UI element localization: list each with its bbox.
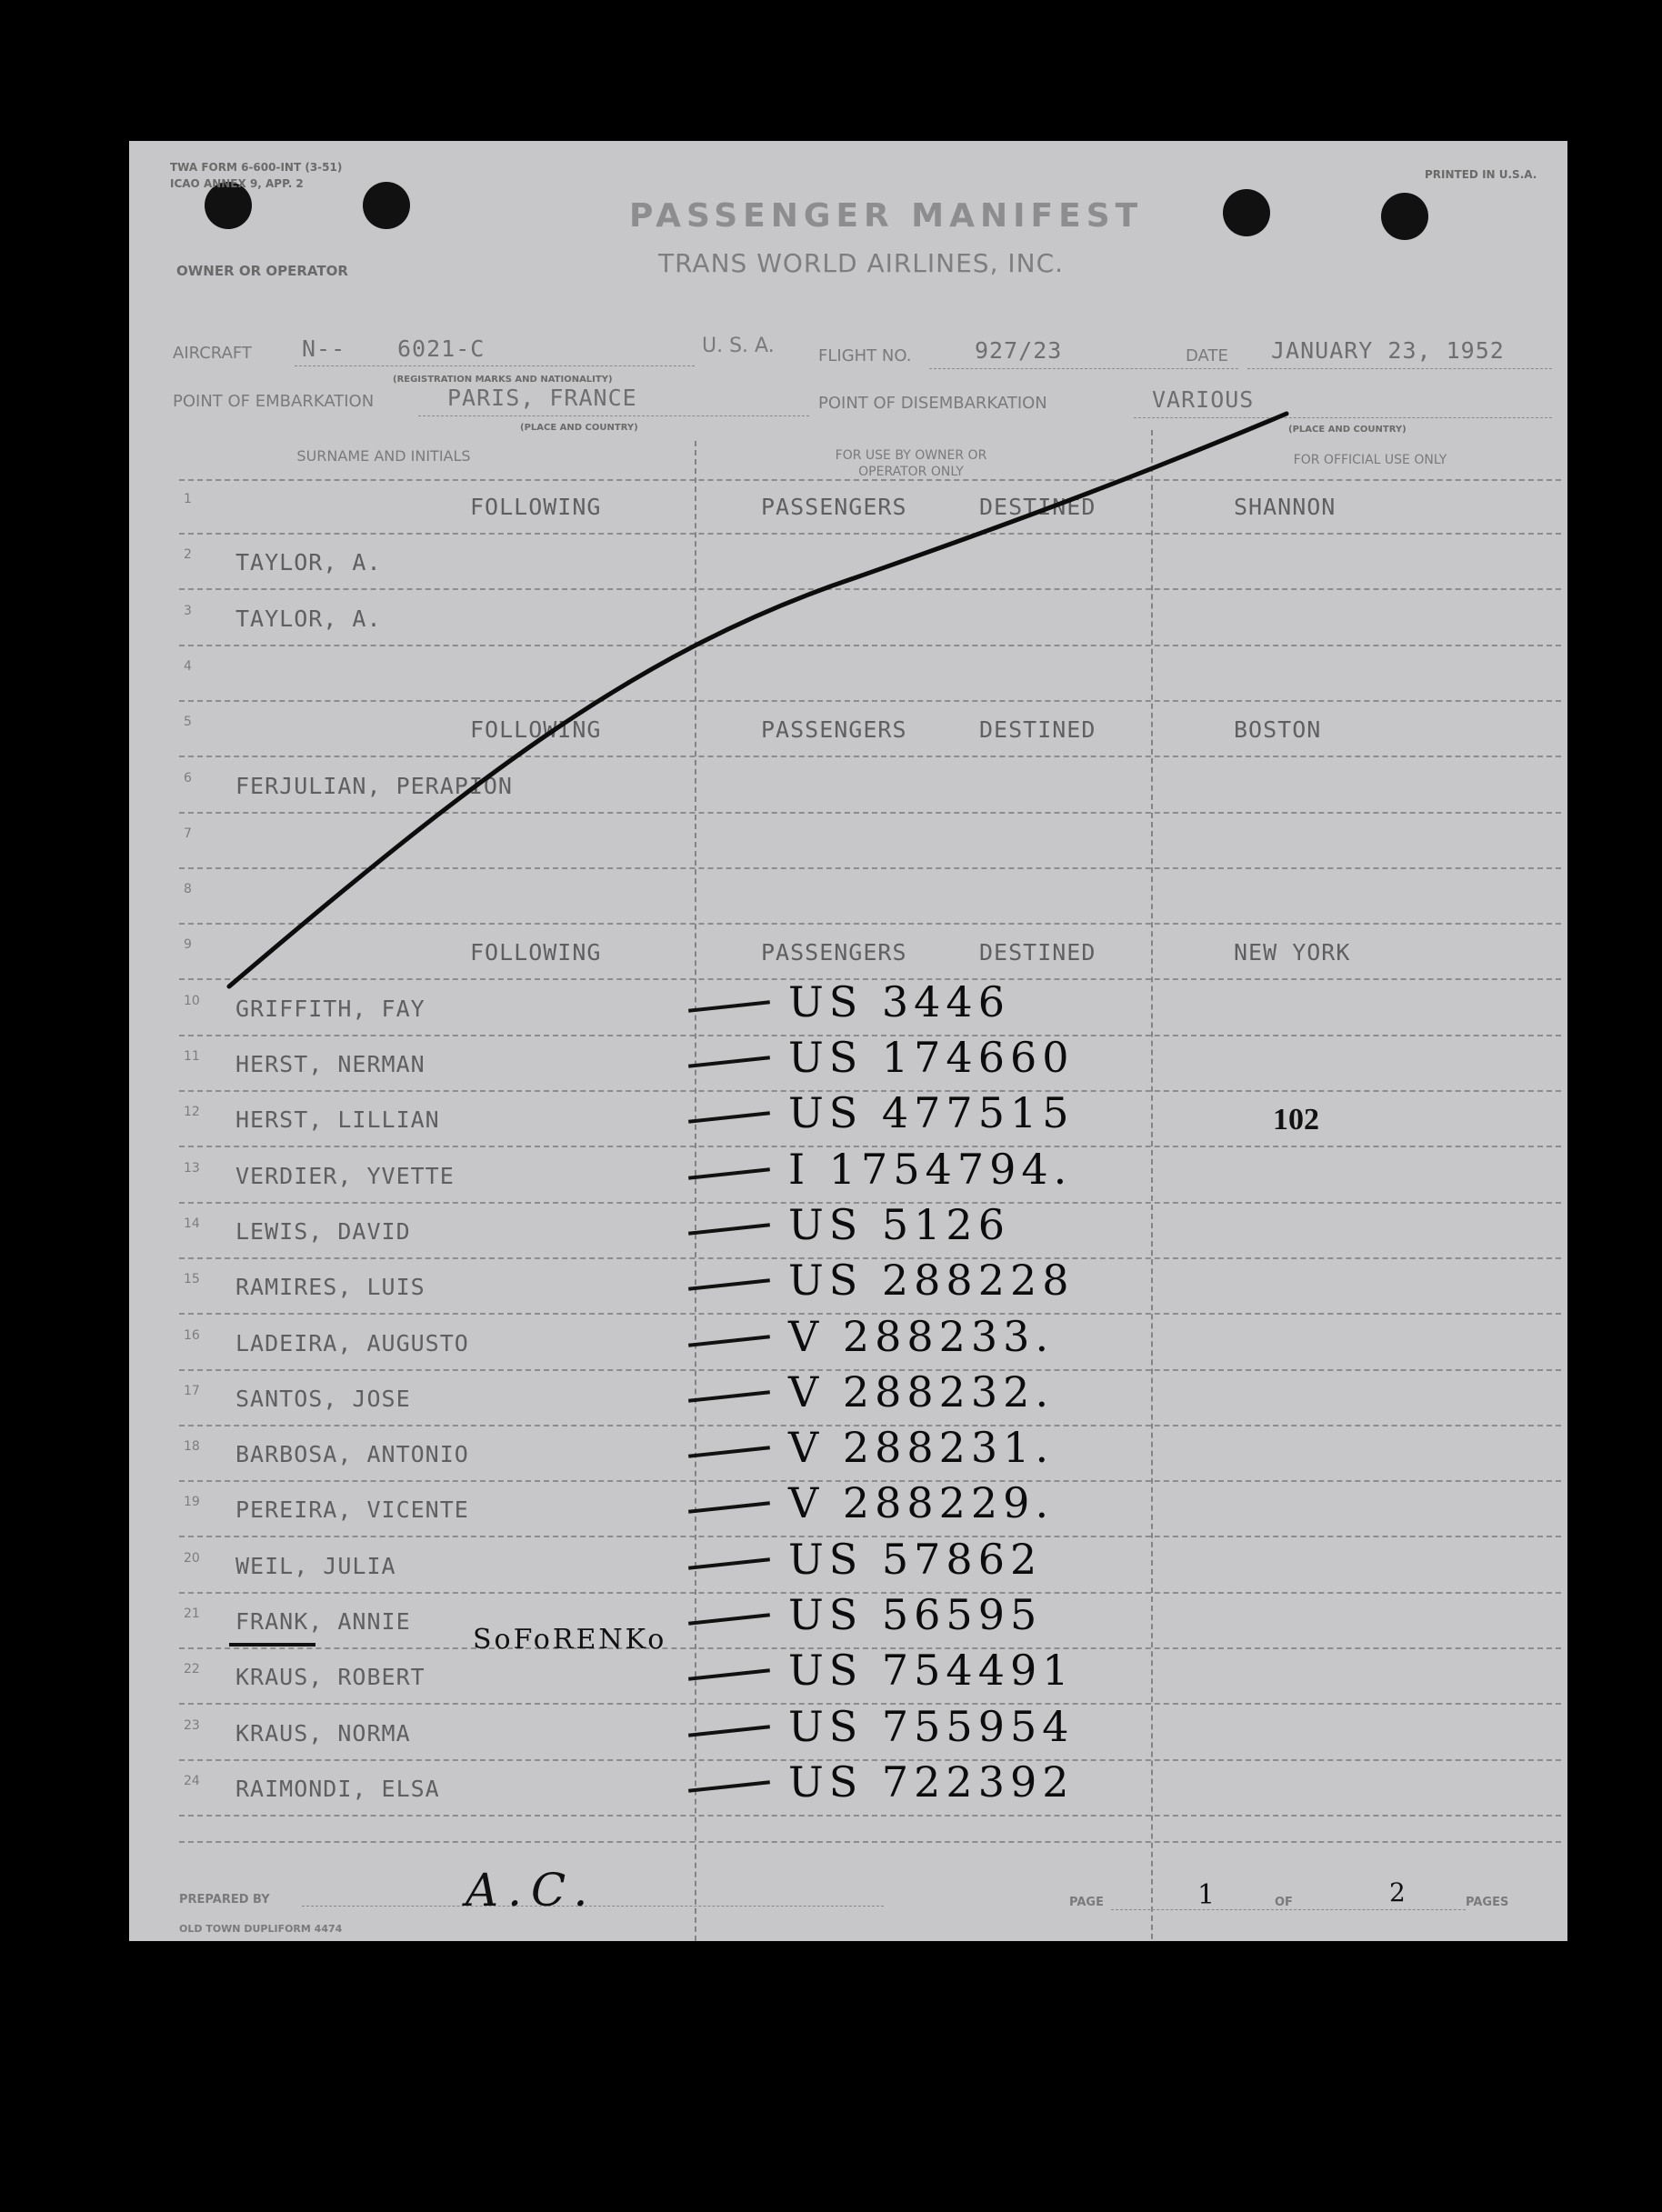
registration-note: (REGISTRATION MARKS AND NATIONALITY) — [393, 375, 613, 385]
passport-number: US 754491 — [788, 1646, 1075, 1696]
passenger-name: TAYLOR, A. — [235, 549, 382, 576]
form-number: TWA FORM 6-600-INT (3-51) — [170, 161, 343, 174]
row-number: 9 — [184, 937, 192, 953]
passenger-name: VERDIER, YVETTE — [235, 1162, 455, 1189]
passport-number: I 1754794. — [788, 1144, 1073, 1194]
cancellation-stroke — [129, 141, 1567, 1941]
row-number: 6 — [184, 770, 192, 786]
printed-note: PRINTED IN U.S.A. — [1425, 168, 1537, 181]
owner-label: OWNER OR OPERATOR — [176, 263, 348, 279]
passenger-name: WEIL, JULIA — [235, 1552, 396, 1579]
date-value: JANUARY 23, 1952 — [1271, 337, 1505, 364]
embarkation-value: PARIS, FRANCE — [447, 385, 637, 411]
country-label: U. S. A. — [702, 335, 775, 357]
passenger-name: BARBOSA, ANTONIO — [235, 1441, 469, 1468]
passenger-name: FERJULIAN, PERAPION — [235, 772, 513, 799]
row-number: 21 — [184, 1606, 200, 1621]
place-note: (PLACE AND COUNTRY) — [520, 423, 638, 433]
row-number: 15 — [184, 1272, 200, 1287]
row-number: 1 — [184, 492, 192, 506]
passenger-name: LADEIRA, AUGUSTO — [235, 1329, 469, 1356]
passenger-name: KRAUS, NORMA — [235, 1719, 411, 1747]
row-heading: FOLLOWING — [470, 494, 602, 520]
page-number: 1 — [1197, 1879, 1216, 1911]
row-number: 12 — [184, 1105, 200, 1120]
passport-number: V 288231. — [788, 1423, 1055, 1473]
passport-number: V 288232. — [788, 1366, 1055, 1416]
row-number: 4 — [184, 658, 192, 674]
row-number: 17 — [184, 1383, 200, 1398]
date-label: DATE — [1186, 346, 1228, 365]
disembarkation-value: VARIOUS — [1152, 386, 1255, 413]
passenger-name: HERST, NERMAN — [235, 1051, 426, 1077]
passenger-name: KRAUS, ROBERT — [235, 1664, 426, 1691]
page-title: PASSENGER MANIFEST — [629, 197, 1144, 235]
passport-number: US 174660 — [788, 1033, 1075, 1082]
row-number: 8 — [184, 882, 192, 897]
inserted-surname: SoFoRENKo — [473, 1624, 667, 1656]
row-heading-destined: DESTINED — [979, 494, 1096, 520]
passport-number: US 755954 — [788, 1701, 1075, 1751]
passport-number: US 57862 — [788, 1534, 1043, 1584]
row-heading-destined: DESTINED — [979, 939, 1096, 966]
row-number: 14 — [184, 1216, 200, 1231]
row-number: 18 — [184, 1439, 200, 1455]
embarkation-label: POINT OF EMBARKATION — [173, 392, 375, 411]
flight-value: 927/23 — [975, 337, 1063, 364]
page-label: PAGE — [1069, 1896, 1104, 1909]
row-number: 16 — [184, 1327, 200, 1343]
col-header-surname: SURNAME AND INITIALS — [296, 447, 471, 465]
of-label: OF — [1275, 1896, 1293, 1909]
row-number: 22 — [184, 1662, 200, 1677]
row-number: 7 — [184, 826, 192, 841]
row-heading: FOLLOWING — [470, 939, 602, 966]
prepared-label: PREPARED BY — [179, 1893, 270, 1907]
place-note-2: (PLACE AND COUNTRY) — [1288, 425, 1407, 435]
page-total: 2 — [1389, 1877, 1406, 1907]
row-heading-passengers: PASSENGERS — [761, 494, 907, 520]
passenger-name: FRANK, ANNIE — [235, 1608, 411, 1635]
row-number: 2 — [184, 547, 192, 563]
strikeout-line — [229, 1643, 315, 1646]
aircraft-label: AIRCRAFT — [173, 344, 252, 363]
row-destination: SHANNON — [1234, 494, 1337, 520]
passenger-name: PEREIRA, VICENTE — [235, 1496, 469, 1524]
row-number: 20 — [184, 1550, 200, 1566]
passport-number: US 477515 — [788, 1088, 1075, 1138]
aircraft-value: 6021-C — [397, 335, 486, 362]
row-number: 5 — [184, 715, 192, 730]
passenger-name: RAMIRES, LUIS — [235, 1274, 426, 1301]
row-number: 13 — [184, 1160, 200, 1176]
passport-number: V 288229. — [788, 1478, 1055, 1528]
flight-label: FLIGHT NO. — [818, 346, 912, 365]
official-count: 102 — [1273, 1103, 1319, 1136]
airline-name: TRANS WORLD AIRLINES, INC. — [658, 248, 1065, 278]
row-destination: BOSTON — [1234, 716, 1322, 744]
prepared-signature: A.C. — [466, 1864, 597, 1917]
row-number: 19 — [184, 1495, 200, 1510]
passenger-name: RAIMONDI, ELSA — [235, 1775, 440, 1802]
passport-number: US 56595 — [788, 1590, 1043, 1639]
col-header-owner: FOR USE BY OWNER OR OPERATOR ONLY — [835, 448, 987, 479]
passenger-name: TAYLOR, A. — [235, 605, 382, 632]
form-reference: ICAO ANNEX 9, APP. 2 — [170, 177, 304, 190]
row-number: 23 — [184, 1717, 200, 1733]
row-destination: NEW YORK — [1234, 939, 1351, 966]
passport-number: US 3446 — [788, 976, 1010, 1026]
row-heading-passengers: PASSENGERS — [761, 716, 907, 744]
disembarkation-label: POINT OF DISEMBARKATION — [818, 394, 1047, 413]
row-heading-destined: DESTINED — [979, 716, 1096, 744]
row-number: 10 — [184, 993, 200, 1008]
row-number: 24 — [184, 1773, 200, 1788]
row-heading-passengers: PASSENGERS — [761, 939, 907, 966]
passenger-name: SANTOS, JOSE — [235, 1385, 411, 1412]
passenger-name: LEWIS, DAVID — [235, 1217, 411, 1245]
bottom-rule — [179, 1841, 1561, 1843]
page-underline — [1111, 1909, 1466, 1910]
row-number: 3 — [184, 603, 192, 618]
printer-note: OLD TOWN DUPLIFORM 4474 — [179, 1923, 343, 1935]
passport-number: US 722392 — [788, 1757, 1075, 1807]
row-number: 11 — [184, 1049, 200, 1064]
aircraft-prefix: N-- — [302, 335, 346, 362]
passport-number: US 288228 — [788, 1256, 1075, 1306]
passenger-name: HERST, LILLIAN — [235, 1106, 440, 1134]
passport-number: US 5126 — [788, 1199, 1010, 1249]
passenger-name: GRIFFITH, FAY — [235, 995, 426, 1022]
passport-number: V 288233. — [788, 1311, 1055, 1361]
pages-label: PAGES — [1466, 1896, 1509, 1909]
col-header-official: FOR OFFICIAL USE ONLY — [1293, 453, 1447, 467]
manifest-sheet — [129, 141, 1567, 1941]
row-heading: FOLLOWING — [470, 716, 602, 744]
